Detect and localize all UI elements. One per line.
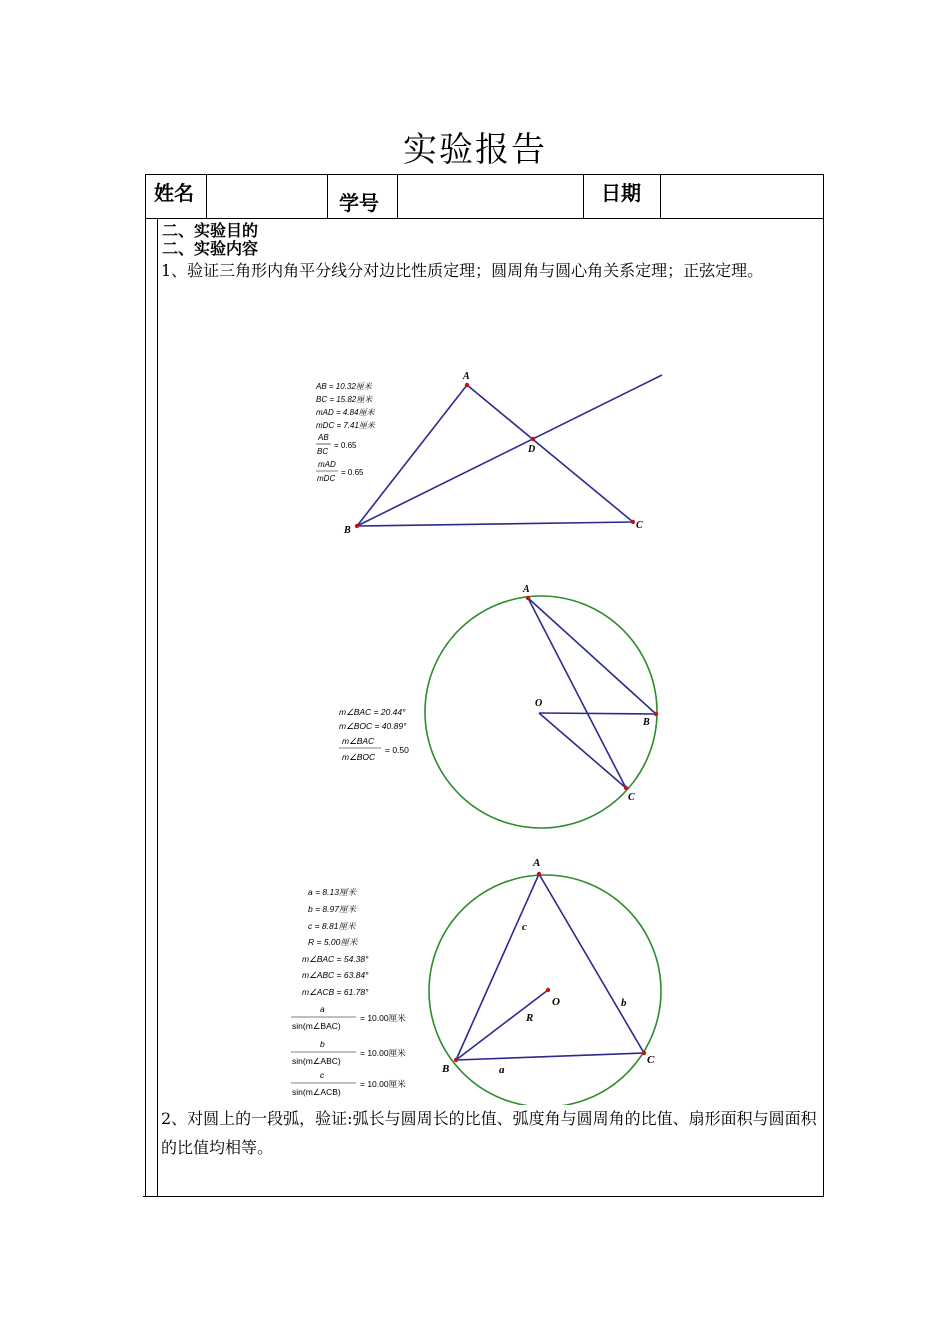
circle-o — [429, 875, 661, 1105]
ratio-value: = 0.50 — [385, 745, 409, 755]
point-d — [531, 437, 535, 441]
point-c — [624, 786, 628, 790]
q3-value: = 10.00厘米 — [360, 1079, 406, 1089]
q1-numerator: a — [320, 1004, 325, 1014]
segment-ac — [528, 598, 626, 788]
ratio-denominator: m∠BOC — [342, 752, 376, 762]
point-b — [654, 712, 658, 716]
figure-law-of-sines — [285, 850, 685, 1105]
point-b — [454, 1058, 458, 1062]
label-c: C — [636, 520, 643, 531]
content-divider — [157, 219, 158, 1197]
paragraph-item2: 2、对圆上的一段弧，验证:弧长与圆周长的比值、弧度角与圆周角的比值、扇形面积与圆面积的比值均相等。 — [161, 1109, 817, 1157]
student-id-label: 学号 — [339, 191, 379, 215]
point-c — [642, 1051, 646, 1055]
label-d: D — [528, 444, 536, 455]
q3-denominator: sin(m∠ACB) — [292, 1087, 341, 1097]
table-divider — [327, 175, 328, 219]
measure-bc: BC = 15.82厘米 — [316, 395, 373, 404]
point-c — [631, 520, 635, 524]
label-b: B — [344, 525, 351, 536]
section-content: 二、实验内容 — [162, 239, 259, 258]
label-b: B — [442, 1063, 450, 1075]
q2-numerator: b — [320, 1039, 325, 1049]
segment-ob — [539, 713, 656, 714]
label-o: O — [535, 698, 543, 709]
label-radius: R — [526, 1012, 534, 1024]
q1-denominator: sin(m∠BAC) — [292, 1021, 341, 1031]
date-label: 日期 — [601, 181, 641, 205]
point-a — [465, 383, 469, 387]
ratio2-value: = 0.65 — [341, 468, 364, 477]
segment-oc — [539, 713, 626, 788]
ratio2-denominator: mDC — [317, 474, 336, 483]
measure-boc: m∠BOC = 40.89° — [339, 721, 407, 731]
measure-dc: mDC = 7.41厘米 — [316, 421, 375, 430]
point-b — [355, 524, 359, 528]
label-side-a: a — [499, 1064, 505, 1076]
table-divider — [206, 175, 207, 219]
label-c: C — [647, 1054, 655, 1066]
radius-r — [456, 990, 548, 1060]
label-o: O — [552, 996, 560, 1008]
side-b — [539, 874, 644, 1053]
ratio1-value: = 0.65 — [334, 441, 357, 450]
measure-bac: m∠BAC = 54.38° — [302, 954, 369, 964]
circle-o — [425, 596, 657, 828]
side-c — [456, 874, 539, 1060]
label-a: A — [463, 371, 470, 382]
measure-abc: m∠ABC = 63.84° — [302, 970, 369, 980]
q3-numerator: c — [320, 1070, 325, 1080]
measure-r: R = 5.00厘米 — [308, 937, 358, 947]
q2-denominator: sin(m∠ABC) — [292, 1056, 341, 1066]
segment-ab — [528, 598, 656, 714]
label-b: B — [643, 717, 650, 728]
document-title: 实验报告 — [403, 130, 547, 170]
measure-ad: mAD = 4.84厘米 — [316, 408, 375, 417]
q1-value: = 10.00厘米 — [360, 1013, 406, 1023]
measure-bac: m∠BAC = 20.44° — [339, 707, 406, 717]
info-table — [145, 174, 824, 219]
segment-ab — [357, 385, 467, 526]
ratio1-denominator: BC — [317, 447, 329, 456]
q2-value: = 10.00厘米 — [360, 1048, 406, 1058]
table-divider — [583, 175, 584, 219]
point-a — [537, 872, 541, 876]
margin-mark — [143, 1196, 151, 1197]
label-a: A — [533, 857, 541, 869]
table-divider — [397, 175, 398, 219]
measure-a: a = 8.13厘米 — [308, 887, 356, 897]
table-divider — [660, 175, 661, 219]
figure-inscribed-angle — [330, 578, 670, 830]
label-c: C — [628, 792, 635, 803]
side-a — [456, 1053, 644, 1060]
measure-c: c = 8.81厘米 — [308, 921, 356, 931]
figure1-lines — [357, 375, 662, 526]
label-a: A — [523, 584, 530, 595]
paragraph-item1: 1、验证三角形内角平分线分对边比性质定理；圆周角与圆心角关系定理；正弦定理。 — [161, 261, 764, 280]
measure-b: b = 8.97厘米 — [308, 904, 356, 914]
section-purpose: 二、实验目的 — [162, 221, 259, 240]
label-side-c: c — [522, 921, 527, 933]
label-side-b: b — [621, 997, 627, 1009]
measure-acb: m∠ACB = 61.78° — [302, 987, 369, 997]
ratio-numerator: m∠BAC — [342, 736, 375, 746]
point-o — [546, 988, 550, 992]
name-label: 姓名 — [154, 181, 194, 205]
ratio1-numerator: AB — [318, 433, 329, 442]
segment-ac — [467, 385, 633, 522]
segment-bc — [357, 522, 633, 526]
figure-angle-bisector — [300, 365, 670, 540]
point-a — [526, 596, 530, 600]
ratio2-numerator: mAD — [318, 460, 336, 469]
measure-ab: AB = 10.32厘米 — [316, 382, 372, 391]
bisector-ray — [357, 375, 662, 526]
